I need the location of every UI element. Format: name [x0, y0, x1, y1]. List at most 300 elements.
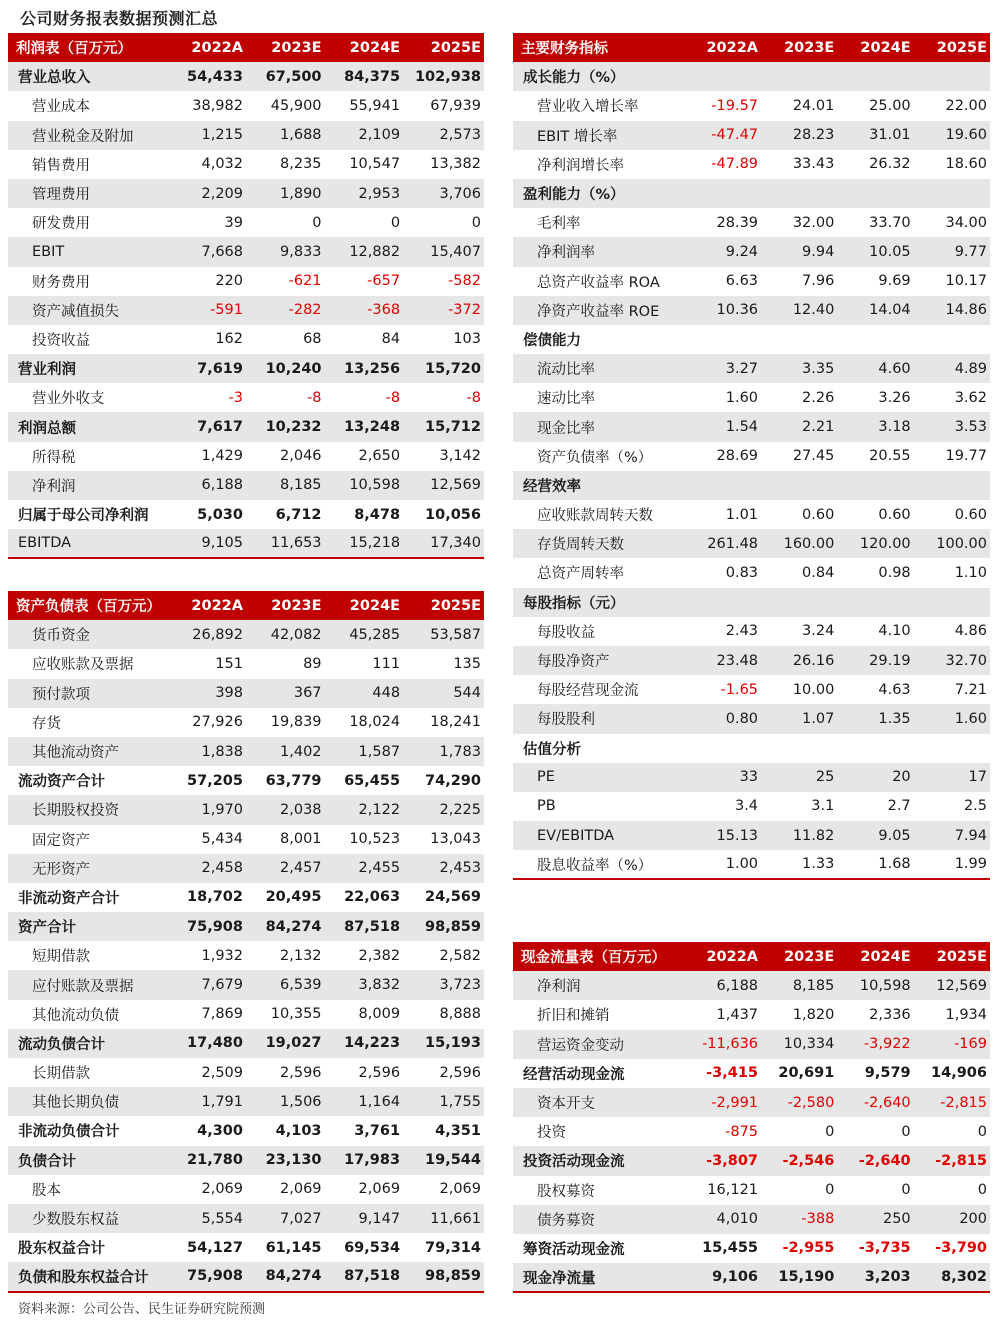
table-row	[8, 912, 484, 941]
value-cell: 18,241	[430, 714, 481, 731]
value-cell: 20,691	[778, 1065, 835, 1082]
value-cell: 2,225	[403, 795, 484, 824]
row-label: 偿债能力	[523, 332, 581, 349]
value-cell: 19.77	[945, 448, 987, 465]
year-column-header: 2025E	[403, 591, 484, 620]
value-cell: 9,105	[170, 529, 246, 558]
table-row	[8, 941, 484, 970]
value-cell: -2,640	[837, 1088, 913, 1117]
value-cell: 10.17	[945, 273, 987, 290]
value-cell: 151	[215, 655, 243, 672]
financial-ratios-table	[513, 33, 990, 880]
value-cell: 2,453	[403, 854, 484, 883]
value-cell: 6,712	[275, 506, 322, 523]
value-cell: 13,256	[325, 354, 404, 383]
value-cell: 14.04	[837, 296, 913, 325]
value-cell: 4,032	[201, 156, 243, 173]
row-label: EBITDA	[8, 529, 170, 558]
value-cell: 98,859	[403, 1262, 484, 1291]
value-cell: 398	[170, 679, 246, 708]
row-label: 非流动资产合计	[18, 890, 120, 907]
value-cell	[914, 179, 990, 208]
value-cell: 75,908	[170, 1262, 246, 1291]
value-cell: 3.18	[837, 412, 913, 441]
value-cell: 1.35	[837, 704, 913, 733]
table-row	[513, 971, 990, 1000]
value-cell: 12,882	[325, 237, 404, 266]
year-column-header: 2025E	[914, 942, 990, 971]
value-cell: 2,069	[358, 1181, 401, 1198]
row-label: 货币资金	[8, 620, 170, 649]
table-row	[8, 500, 484, 529]
value-cell: 3.24	[802, 623, 835, 640]
table-row	[513, 1205, 990, 1234]
table-row	[513, 442, 990, 471]
table-row	[8, 442, 484, 471]
row-label: 营业成本	[32, 99, 90, 116]
table-row	[513, 500, 990, 529]
value-cell: -1.65	[720, 681, 759, 698]
value-cell: -2,640	[837, 1146, 913, 1175]
value-cell: 7,617	[170, 412, 246, 441]
table-row	[513, 734, 990, 763]
value-cell: 28.23	[761, 121, 837, 150]
value-cell: -8	[307, 389, 322, 406]
value-cell: 0.60	[802, 506, 835, 523]
value-cell: 45,285	[325, 620, 404, 649]
row-label: 负债合计	[8, 1146, 170, 1175]
value-cell: 0	[825, 1182, 835, 1199]
value-cell: 75,908	[170, 912, 246, 941]
value-cell: 15,193	[403, 1029, 484, 1058]
table-row	[8, 1233, 484, 1262]
row-label: 资产合计	[8, 912, 170, 941]
row-label: 净利润	[513, 971, 685, 1000]
value-cell: 4,103	[275, 1122, 322, 1139]
value-cell: 2.26	[802, 389, 835, 406]
value-cell: 20,495	[265, 889, 322, 906]
row-label: 短期借款	[32, 949, 90, 966]
value-cell: 29.19	[837, 646, 913, 675]
table-row	[8, 737, 484, 766]
value-cell: 55,941	[349, 97, 401, 114]
value-cell: 9.24	[685, 237, 761, 266]
year-column-header: 2023E	[761, 942, 837, 971]
value-cell: 15,455	[702, 1240, 759, 1257]
value-cell: 1,890	[246, 179, 325, 208]
value-cell: 9,147	[325, 1204, 404, 1233]
row-label: 每股指标（元）	[513, 588, 685, 617]
value-cell: -8	[466, 389, 481, 406]
table-row	[513, 179, 990, 208]
value-cell: 89	[303, 655, 322, 672]
table-row	[8, 854, 484, 883]
value-cell: -368	[325, 296, 404, 325]
table-row	[513, 91, 990, 120]
value-cell: -3,790	[935, 1240, 987, 1257]
value-cell: 27,926	[192, 714, 243, 731]
value-cell: 1,820	[792, 1006, 835, 1023]
value-cell: 2,596	[280, 1064, 322, 1081]
value-cell: 10,547	[349, 156, 401, 173]
value-cell: 4,010	[685, 1205, 761, 1234]
value-cell: 10,232	[246, 412, 325, 441]
row-label: EV/EBITDA	[513, 821, 685, 850]
value-cell	[761, 325, 837, 354]
row-label: 流动资产合计	[18, 774, 105, 791]
table-row	[8, 296, 484, 325]
value-cell: 8,185	[246, 471, 325, 500]
row-label: 估值分析	[523, 741, 581, 758]
table-row	[513, 792, 990, 821]
value-cell: 2,336	[869, 1006, 911, 1023]
row-label: 归属于母公司净利润	[18, 508, 149, 525]
value-cell: 14,906	[931, 1065, 987, 1082]
value-cell: 10,240	[246, 354, 325, 383]
table-row	[513, 121, 990, 150]
value-cell: 79,314	[425, 1239, 481, 1256]
value-cell: 2,132	[280, 947, 322, 964]
value-cell: 3.1	[811, 798, 835, 815]
value-cell: 6,188	[685, 971, 761, 1000]
value-cell: -3,735	[858, 1240, 911, 1257]
value-cell: 2,122	[325, 795, 404, 824]
table-row	[513, 62, 990, 91]
value-cell: 7.96	[802, 273, 835, 290]
value-cell: 2,069	[201, 1181, 243, 1198]
row-label: 每股净资产	[513, 646, 685, 675]
value-cell: 17	[914, 763, 990, 792]
value-cell: 2,038	[246, 795, 325, 824]
value-cell: 53,587	[403, 620, 484, 649]
value-cell	[914, 325, 990, 354]
table-row	[8, 1029, 484, 1058]
row-label: 其他长期负债	[8, 1087, 170, 1116]
value-cell: 25	[761, 763, 837, 792]
value-cell: 1,755	[403, 1087, 484, 1116]
value-cell: 111	[372, 655, 401, 672]
value-cell: 0	[901, 1182, 911, 1199]
table-row	[8, 679, 484, 708]
value-cell	[914, 734, 990, 763]
value-cell: 2,069	[439, 1181, 481, 1198]
value-cell	[685, 471, 761, 500]
value-cell: 15,407	[403, 237, 484, 266]
value-cell: 54,433	[170, 62, 246, 91]
table-row	[513, 296, 990, 325]
row-label: 存货	[32, 715, 61, 732]
value-cell	[837, 734, 913, 763]
table-title: 主要财务指标	[513, 33, 685, 62]
value-cell: 1.68	[837, 850, 913, 879]
table-row	[513, 529, 990, 558]
year-column-header: 2025E	[914, 33, 990, 62]
value-cell: 4,351	[435, 1122, 481, 1139]
value-cell: 21,780	[170, 1146, 246, 1175]
value-cell: 200	[914, 1205, 990, 1234]
value-cell: 34.00	[945, 214, 987, 231]
table-row	[513, 821, 990, 850]
row-label: 营运资金变动	[513, 1030, 685, 1059]
value-cell: 10.00	[792, 681, 835, 698]
table-title: 资产负债表（百万元）	[8, 591, 170, 620]
table-row	[8, 529, 484, 558]
value-cell: 1.60	[725, 389, 759, 406]
value-cell: 16,121	[707, 1182, 759, 1199]
value-cell: 10,523	[349, 831, 401, 848]
value-cell: 39	[224, 214, 243, 231]
row-label: 净利润	[8, 471, 170, 500]
value-cell: 0.98	[878, 564, 911, 581]
table-header-row	[513, 33, 990, 62]
value-cell: -582	[448, 273, 481, 290]
value-cell: 14,223	[325, 1029, 404, 1058]
value-cell: 367	[246, 679, 325, 708]
row-label: 应收账款周转天数	[537, 508, 653, 525]
value-cell: 38,982	[192, 97, 243, 114]
table-row	[8, 649, 484, 678]
value-cell: 0	[390, 214, 401, 231]
table-row	[8, 708, 484, 737]
row-label: 经营效率	[513, 471, 685, 500]
table-row	[8, 325, 484, 354]
value-cell: 23,130	[246, 1146, 325, 1175]
value-cell: 3.35	[761, 354, 837, 383]
value-cell: 1,402	[246, 737, 325, 766]
table-row	[513, 1176, 990, 1205]
value-cell: 1.60	[914, 704, 990, 733]
row-label: EBIT	[8, 237, 170, 266]
value-cell: 103	[453, 331, 481, 348]
row-label: 非流动负债合计	[18, 1124, 120, 1141]
table-row	[8, 237, 484, 266]
row-label: 股权募资	[537, 1183, 595, 1200]
value-cell	[914, 62, 990, 91]
row-label: 净利润率	[513, 237, 685, 266]
value-cell: 15.13	[685, 821, 761, 850]
table-row	[513, 588, 990, 617]
value-cell: 1,970	[170, 795, 246, 824]
value-cell	[837, 471, 913, 500]
table-row	[513, 1146, 990, 1175]
table-row	[513, 1059, 990, 1088]
table-row	[8, 383, 484, 412]
value-cell: 3,723	[403, 970, 484, 999]
value-cell: 28.39	[716, 214, 759, 231]
table-row	[8, 883, 484, 912]
value-cell: 7,679	[170, 970, 246, 999]
value-cell: 2,596	[439, 1064, 481, 1081]
row-label: 营业收入增长率	[537, 99, 639, 116]
value-cell: 0.80	[685, 704, 761, 733]
value-cell: 12,569	[914, 971, 990, 1000]
value-cell: 10.36	[685, 296, 761, 325]
table-row	[8, 795, 484, 824]
value-cell: 9.94	[761, 237, 837, 266]
value-cell	[761, 62, 837, 91]
value-cell: 10,598	[837, 971, 913, 1000]
value-cell: 5,554	[170, 1204, 246, 1233]
value-cell: 1.33	[761, 850, 837, 879]
value-cell: 19,544	[403, 1146, 484, 1175]
value-cell: 2.5	[963, 798, 987, 815]
row-label: 营业外收支	[32, 391, 105, 408]
value-cell: 2,209	[170, 179, 246, 208]
table-row	[513, 1117, 990, 1146]
value-cell: 2,650	[358, 448, 401, 465]
value-cell	[685, 588, 761, 617]
table-row	[8, 208, 484, 237]
value-cell: 8,185	[761, 971, 837, 1000]
row-label: 投资活动现金流	[513, 1146, 685, 1175]
value-cell: 15,720	[403, 354, 484, 383]
value-cell: 13,248	[325, 412, 404, 441]
table-row	[8, 471, 484, 500]
value-cell: 26,892	[170, 620, 246, 649]
table-header-row	[8, 591, 484, 620]
row-label: 应付账款及票据	[8, 970, 170, 999]
table-row	[8, 766, 484, 795]
value-cell: -372	[403, 296, 484, 325]
value-cell: -2,815	[914, 1146, 990, 1175]
table-row	[513, 1234, 990, 1263]
value-cell: 100.00	[914, 529, 990, 558]
table-row	[8, 91, 484, 120]
value-cell: 8,302	[914, 1263, 990, 1292]
value-cell: 2,046	[280, 448, 322, 465]
value-cell: 250	[837, 1205, 913, 1234]
value-cell: 11.82	[761, 821, 837, 850]
value-cell: -2,955	[782, 1240, 835, 1257]
value-cell: -8	[385, 389, 401, 406]
table-row	[513, 354, 990, 383]
value-cell: 10,355	[270, 1006, 322, 1023]
value-cell: -47.89	[711, 156, 759, 173]
value-cell: 8,235	[280, 156, 322, 173]
value-cell: 0	[471, 214, 481, 231]
table-row	[513, 237, 990, 266]
row-label: 经营活动现金流	[523, 1066, 625, 1083]
value-cell: 9.05	[837, 821, 913, 850]
value-cell: 4.10	[878, 623, 911, 640]
table-row	[8, 620, 484, 649]
value-cell: 1,791	[170, 1087, 246, 1116]
row-label: 折旧和摊销	[537, 1008, 610, 1025]
value-cell: 1,587	[325, 737, 404, 766]
row-label: 资产负债率（%）	[537, 449, 653, 466]
value-cell: 135	[453, 655, 481, 672]
row-label: 流动比率	[513, 354, 685, 383]
row-label: 营业税金及附加	[8, 121, 170, 150]
row-label: 总资产周转率	[537, 566, 624, 583]
row-label: 筹资活动现金流	[523, 1241, 625, 1258]
value-cell: 3,832	[325, 970, 404, 999]
value-cell: 33.70	[869, 214, 911, 231]
value-cell: -657	[367, 273, 401, 290]
table-row	[8, 62, 484, 91]
value-cell: -2,815	[914, 1088, 990, 1117]
value-cell: 15,190	[761, 1263, 837, 1292]
table-row	[8, 1175, 484, 1204]
value-cell: 26.32	[869, 156, 911, 173]
table-row	[513, 646, 990, 675]
value-cell: 68	[303, 331, 322, 348]
table-row	[513, 558, 990, 587]
value-cell: 7,619	[170, 354, 246, 383]
value-cell: 13,043	[430, 831, 481, 848]
value-cell: 32.70	[914, 646, 990, 675]
table-row	[8, 970, 484, 999]
table-row	[513, 675, 990, 704]
row-label: 现金比率	[513, 412, 685, 441]
year-column-header: 2022A	[685, 33, 761, 62]
year-column-header: 2025E	[403, 33, 484, 62]
row-label: 无形资产	[8, 854, 170, 883]
value-cell: 162	[215, 331, 243, 348]
row-label: 管理费用	[8, 179, 170, 208]
value-cell: -3,922	[837, 1030, 913, 1059]
value-cell: 6.63	[725, 273, 759, 290]
balance-sheet-table	[8, 591, 484, 1293]
table-row	[513, 325, 990, 354]
value-cell: 9.69	[878, 273, 911, 290]
value-cell: 10,334	[761, 1030, 837, 1059]
row-label: 固定资产	[32, 832, 90, 849]
value-cell: 15,218	[325, 529, 404, 558]
value-cell: 102,938	[403, 62, 484, 91]
value-cell: 1,934	[945, 1006, 987, 1023]
table-row	[8, 1116, 484, 1145]
value-cell: 87,518	[325, 1262, 404, 1291]
value-cell: 10,056	[425, 506, 481, 523]
value-cell: 3,142	[439, 448, 481, 465]
year-column-header: 2023E	[761, 33, 837, 62]
value-cell: 13,382	[430, 156, 481, 173]
value-cell: 22,063	[344, 889, 401, 906]
row-label: 长期股权投资	[8, 795, 170, 824]
row-label: 销售费用	[32, 157, 90, 174]
value-cell	[685, 325, 761, 354]
value-cell: 1.54	[685, 412, 761, 441]
page-title: 公司财务报表数据预测汇总	[20, 9, 219, 28]
value-cell: -3	[228, 389, 243, 406]
value-cell: 87,518	[325, 912, 404, 941]
value-cell: 7,869	[201, 1006, 243, 1023]
value-cell	[761, 588, 837, 617]
value-cell: 2,573	[403, 121, 484, 150]
table-row	[8, 1058, 484, 1087]
table-row	[513, 1263, 990, 1292]
value-cell: 0	[901, 1123, 911, 1140]
value-cell: 448	[325, 679, 404, 708]
table-row	[8, 1204, 484, 1233]
value-cell: 544	[403, 679, 484, 708]
value-cell: -3,807	[685, 1146, 761, 1175]
value-cell	[914, 588, 990, 617]
year-column-header: 2023E	[246, 591, 325, 620]
row-label: 投资	[537, 1125, 566, 1142]
value-cell: 0.84	[802, 564, 835, 581]
source-note: 资料来源：公司公告、民生证券研究院预测	[18, 1302, 266, 1317]
value-cell: 26.16	[761, 646, 837, 675]
value-cell: 3,203	[837, 1263, 913, 1292]
value-cell	[914, 471, 990, 500]
value-cell: 4.63	[878, 681, 911, 698]
table-row	[513, 150, 990, 179]
value-cell: 33	[685, 763, 761, 792]
value-cell: 3,761	[354, 1122, 401, 1139]
value-cell: 7,668	[170, 237, 246, 266]
